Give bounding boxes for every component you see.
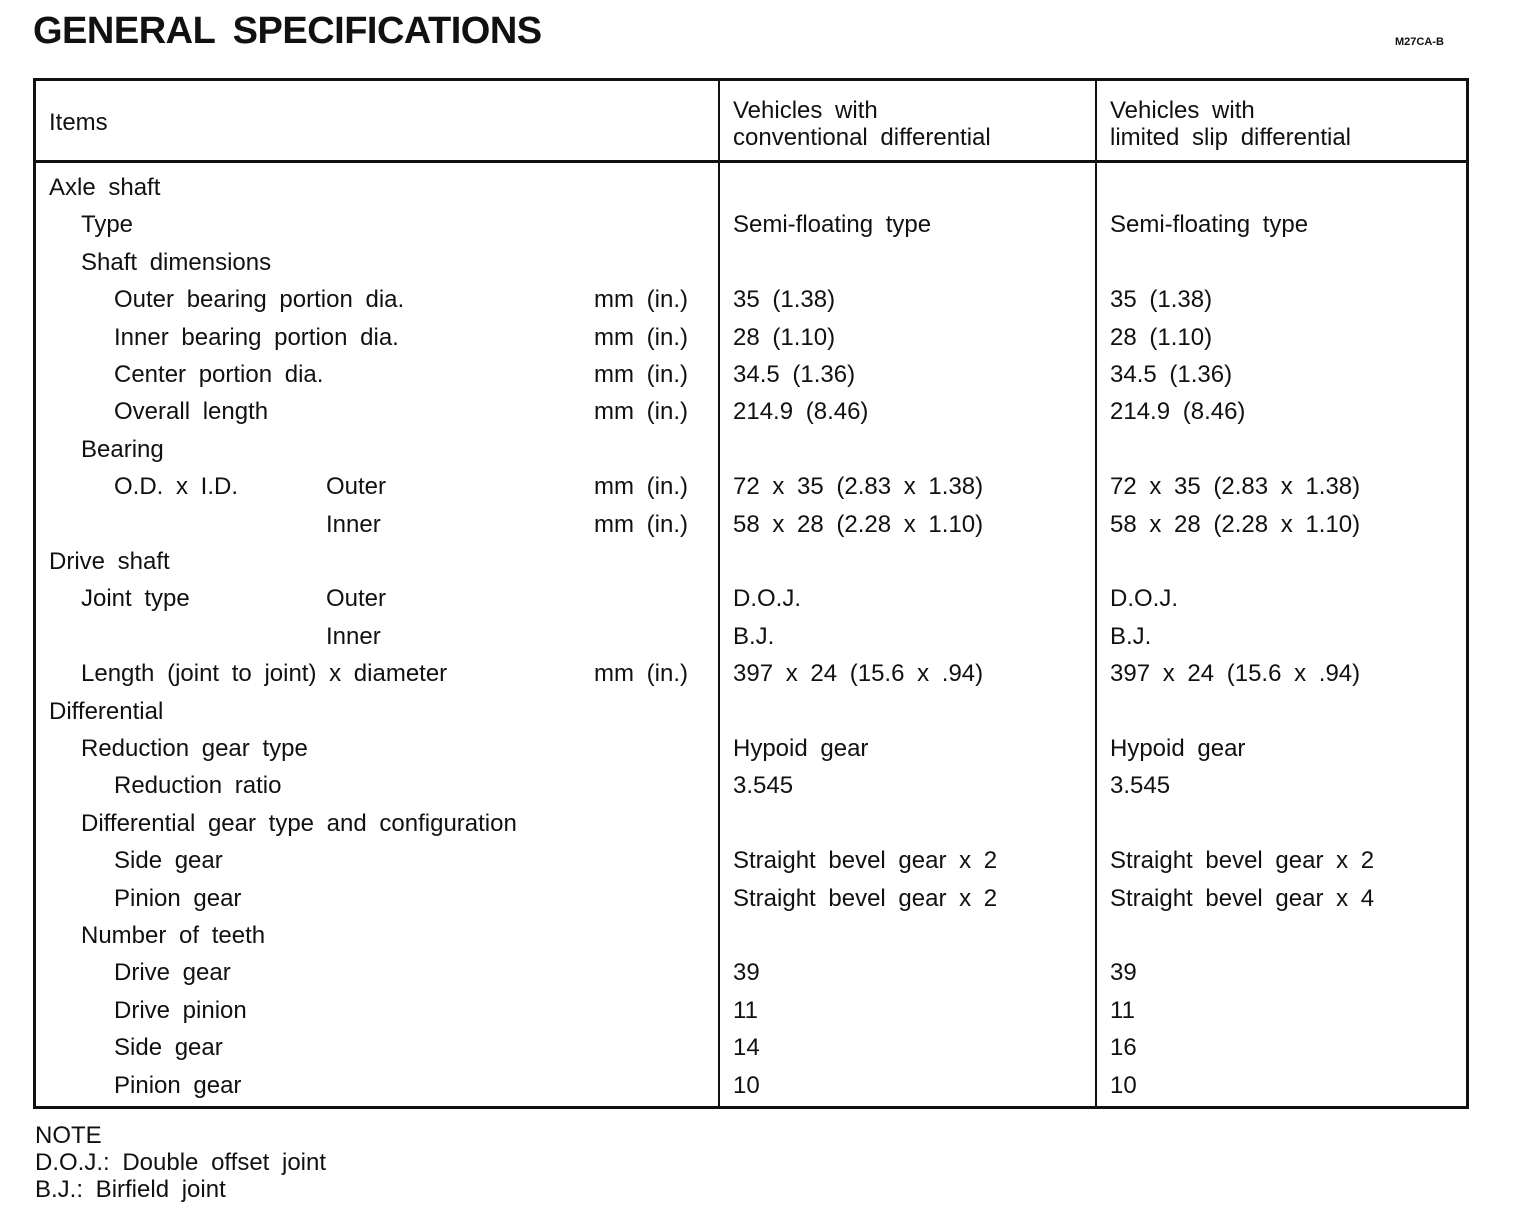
notes <box>35 1122 326 1203</box>
row-label: Reduction gear type <box>81 735 308 762</box>
row-label: Drive gear <box>114 959 231 986</box>
lsd-value: 10 <box>1110 1072 1137 1099</box>
row-label: Differential gear type and configuration <box>81 810 517 837</box>
row-label: Outer bearing portion dia. <box>114 286 405 313</box>
conventional-value: 39 <box>733 959 760 986</box>
row-unit: mm (in.) <box>594 473 688 500</box>
lsd-value: 11 <box>1110 997 1135 1024</box>
row-label: Number of teeth <box>81 922 266 949</box>
conventional-value: 14 <box>733 1034 760 1061</box>
row-sublabel: Outer <box>326 585 387 612</box>
row-label: Side gear <box>114 847 223 874</box>
row-label: Differential <box>49 698 164 725</box>
row-label: Drive shaft <box>49 548 170 575</box>
row-label: Reduction ratio <box>114 772 282 799</box>
conventional-value: 35 (1.38) <box>733 286 836 313</box>
conventional-value: Straight bevel gear x 2 <box>733 847 998 874</box>
lsd-value: D.O.J. <box>1110 585 1179 612</box>
row-label: Side gear <box>114 1034 223 1061</box>
row-sublabel: Outer <box>326 473 387 500</box>
row-label: Drive pinion <box>114 997 247 1024</box>
column-header-items: Items <box>49 109 108 136</box>
column-header-lsd-line2: limited slip differential <box>1110 124 1351 151</box>
row-label: Axle shaft <box>49 174 161 201</box>
conventional-value: 28 (1.10) <box>733 324 836 351</box>
lsd-value: 72 x 35 (2.83 x 1.38) <box>1110 473 1361 500</box>
row-sublabel: Inner <box>326 511 381 538</box>
conventional-value: 397 x 24 (15.6 x .94) <box>733 660 984 687</box>
conventional-value: 11 <box>733 997 758 1024</box>
row-label: Center portion dia. <box>114 361 324 388</box>
row-unit: mm (in.) <box>594 324 688 351</box>
conventional-value: Hypoid gear <box>733 735 869 762</box>
lsd-value: B.J. <box>1110 623 1152 650</box>
row-sublabel: Inner <box>326 623 381 650</box>
row-label: Type <box>81 211 134 238</box>
row-unit: mm (in.) <box>594 361 688 388</box>
row-label: O.D. x I.D. <box>114 473 239 500</box>
conventional-value: Semi-floating type <box>733 211 932 238</box>
note-line: D.O.J.: Double offset joint <box>35 1149 327 1176</box>
lsd-value: 397 x 24 (15.6 x .94) <box>1110 660 1361 687</box>
conventional-value: 10 <box>733 1072 760 1099</box>
row-unit: mm (in.) <box>594 398 688 425</box>
conventional-value: 214.9 (8.46) <box>733 398 869 425</box>
lsd-value: Straight bevel gear x 4 <box>1110 885 1375 912</box>
column-header-lsd-line1: Vehicles with <box>1110 97 1255 124</box>
lsd-value: 34.5 (1.36) <box>1110 361 1233 388</box>
lsd-value: 35 (1.38) <box>1110 286 1213 313</box>
lsd-value: Straight bevel gear x 2 <box>1110 847 1375 874</box>
lsd-value: Semi-floating type <box>1110 211 1309 238</box>
row-label: Joint type <box>81 585 190 612</box>
row-label: Shaft dimensions <box>81 249 272 276</box>
row-label: Inner bearing portion dia. <box>114 324 399 351</box>
lsd-value: 39 <box>1110 959 1137 986</box>
conventional-value: 3.545 <box>733 772 794 799</box>
lsd-value: 58 x 28 (2.28 x 1.10) <box>1110 511 1361 538</box>
row-label: Bearing <box>81 436 164 463</box>
lsd-value: 3.545 <box>1110 772 1171 799</box>
header-divider <box>36 160 1466 163</box>
column-divider-1 <box>718 81 720 1106</box>
conventional-value: Straight bevel gear x 2 <box>733 885 998 912</box>
column-divider-2 <box>1095 81 1097 1106</box>
document-code: M27CA-B <box>1395 36 1444 48</box>
lsd-value: 28 (1.10) <box>1110 324 1213 351</box>
row-unit: mm (in.) <box>594 660 688 687</box>
row-unit: mm (in.) <box>594 511 688 538</box>
conventional-value: B.J. <box>733 623 775 650</box>
page-title: GENERAL SPECIFICATIONS <box>33 10 542 52</box>
conventional-value: 72 x 35 (2.83 x 1.38) <box>733 473 984 500</box>
note-line: B.J.: Birfield joint <box>35 1176 226 1203</box>
specifications-table <box>33 78 1469 1109</box>
row-label: Overall length <box>114 398 269 425</box>
column-header-conventional-line1: Vehicles with <box>733 97 878 124</box>
row-label: Length (joint to joint) x diameter <box>81 660 448 687</box>
notes-heading: NOTE <box>35 1122 102 1149</box>
row-label: Pinion gear <box>114 885 242 912</box>
lsd-value: Hypoid gear <box>1110 735 1246 762</box>
lsd-value: 214.9 (8.46) <box>1110 398 1246 425</box>
lsd-value: 16 <box>1110 1034 1137 1061</box>
conventional-value: D.O.J. <box>733 585 802 612</box>
conventional-value: 58 x 28 (2.28 x 1.10) <box>733 511 984 538</box>
column-header-conventional-line2: conventional differential <box>733 124 991 151</box>
conventional-value: 34.5 (1.36) <box>733 361 856 388</box>
row-unit: mm (in.) <box>594 286 688 313</box>
row-label: Pinion gear <box>114 1072 242 1099</box>
